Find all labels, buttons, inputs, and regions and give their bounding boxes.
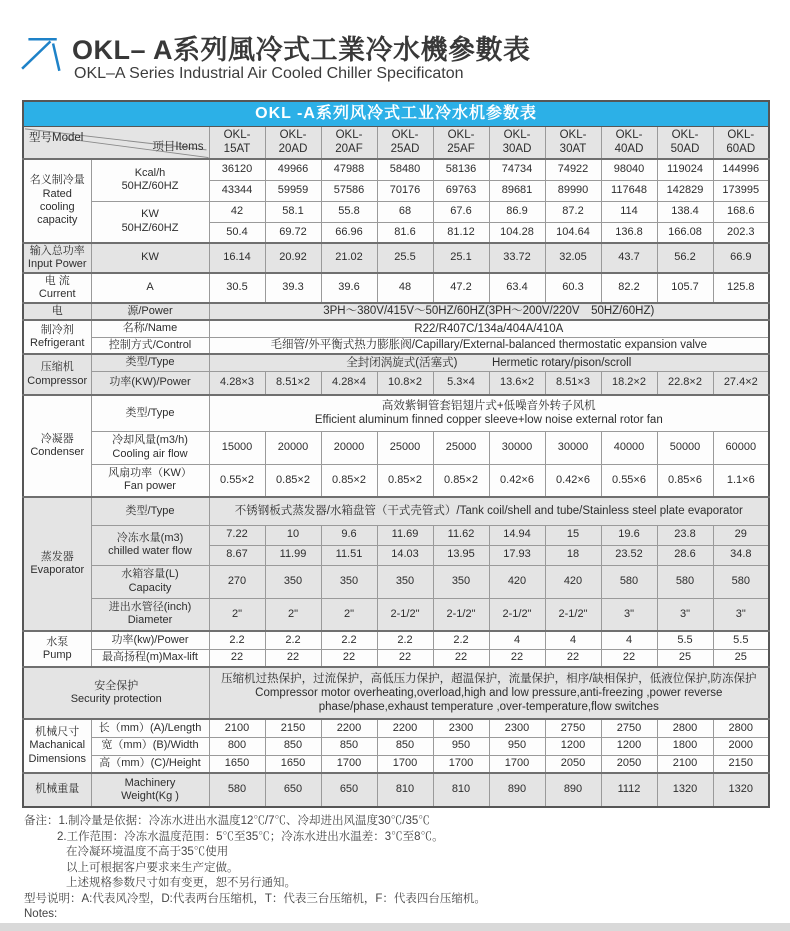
- value-cell: 30000: [489, 431, 545, 464]
- section-label: 电: [23, 303, 91, 320]
- value-cell: 74734: [489, 159, 545, 180]
- value-cell: 1700: [489, 755, 545, 773]
- model-header-cell: OKL- 25AD: [377, 126, 433, 159]
- item-label: A: [91, 273, 209, 303]
- value-cell: 166.08: [657, 222, 713, 243]
- model-header-cell: OKL- 15AT: [209, 126, 265, 159]
- value-cell: 1112: [601, 773, 657, 807]
- corner-cell: [23, 126, 209, 159]
- note-line: 在冷凝环境温度不高于35℃使用: [66, 846, 229, 858]
- value-cell: 2300: [433, 719, 489, 737]
- merged-value-cell: 毛细管/外平衡式热力膨胀阀/Capillary/External-balanced thermostatic expansion valve: [209, 337, 769, 354]
- value-cell: 2": [265, 598, 321, 631]
- value-cell: 2.2: [321, 631, 377, 649]
- value-cell: 580: [209, 773, 265, 807]
- value-cell: 39.3: [265, 273, 321, 303]
- value-cell: 350: [265, 565, 321, 598]
- value-cell: 17.93: [489, 545, 545, 565]
- value-cell: 4.28×4: [321, 371, 377, 395]
- value-cell: 3": [657, 598, 713, 631]
- value-cell: 142829: [657, 180, 713, 201]
- value-cell: 58480: [377, 159, 433, 180]
- value-cell: 58.1: [265, 201, 321, 222]
- value-cell: 22: [489, 649, 545, 667]
- value-cell: 22: [209, 649, 265, 667]
- value-cell: 850: [377, 737, 433, 755]
- value-cell: 8.51×3: [545, 371, 601, 395]
- value-cell: 580: [713, 565, 769, 598]
- note-line: Notes:: [24, 908, 58, 920]
- value-cell: 22: [377, 649, 433, 667]
- item-label: Kcal/h 50HZ/60HZ: [91, 159, 209, 201]
- item-label: KW 50HZ/60HZ: [91, 201, 209, 243]
- value-cell: 2750: [545, 719, 601, 737]
- item-label: 功率(kw)/Power: [91, 631, 209, 649]
- value-cell: 2800: [713, 719, 769, 737]
- value-cell: 117648: [601, 180, 657, 201]
- value-cell: 60000: [713, 431, 769, 464]
- value-cell: 68: [377, 201, 433, 222]
- value-cell: 10.8×2: [377, 371, 433, 395]
- value-cell: 173995: [713, 180, 769, 201]
- value-cell: 16.14: [209, 243, 265, 273]
- model-header-cell: OKL- 60AD: [713, 126, 769, 159]
- item-label: 进出水管径(inch) Diameter: [91, 598, 209, 631]
- value-cell: 2-1/2": [489, 598, 545, 631]
- item-label: 类型/Type: [91, 354, 209, 371]
- section-label: 输入总功率 Input Power: [23, 243, 91, 273]
- value-cell: 270: [209, 565, 265, 598]
- item-label: 冷冻水量(m3) chilled water flow: [91, 525, 209, 565]
- value-cell: 650: [265, 773, 321, 807]
- value-cell: 89990: [545, 180, 601, 201]
- value-cell: 9.6: [321, 525, 377, 545]
- value-cell: 50.4: [209, 222, 265, 243]
- item-label: 控制方式/Control: [91, 337, 209, 354]
- value-cell: 25.1: [433, 243, 489, 273]
- value-cell: 69763: [433, 180, 489, 201]
- value-cell: 850: [321, 737, 377, 755]
- value-cell: 580: [657, 565, 713, 598]
- section-label: 机械重量: [23, 773, 91, 807]
- value-cell: 47988: [321, 159, 377, 180]
- value-cell: 890: [489, 773, 545, 807]
- item-label: 类型/Type: [91, 395, 209, 431]
- value-cell: 420: [545, 565, 601, 598]
- model-header-cell: OKL- 25AF: [433, 126, 489, 159]
- merged-value-cell: 全封闭涡旋式(活塞式) Hermetic rotary/pison/scroll: [209, 354, 769, 371]
- value-cell: 2050: [545, 755, 601, 773]
- value-cell: 8.51×2: [265, 371, 321, 395]
- item-label: 水箱容量(L) Capacity: [91, 565, 209, 598]
- value-cell: 25000: [377, 431, 433, 464]
- value-cell: 1800: [657, 737, 713, 755]
- value-cell: 2200: [377, 719, 433, 737]
- value-cell: 81.6: [377, 222, 433, 243]
- value-cell: 30.5: [209, 273, 265, 303]
- note-line: 2.工作范围：冷冻水温度范围：5℃至35℃；冷冻水进出水温差：3℃至8℃。: [57, 830, 444, 843]
- corner-model-label: 型号Model: [29, 131, 84, 144]
- value-cell: 27.4×2: [713, 371, 769, 395]
- value-cell: 25: [713, 649, 769, 667]
- value-cell: 420: [489, 565, 545, 598]
- value-cell: 890: [545, 773, 601, 807]
- item-label: 功率(KW)/Power: [91, 371, 209, 395]
- value-cell: 30000: [545, 431, 601, 464]
- model-header-cell: OKL- 20AF: [321, 126, 377, 159]
- model-header-cell: OKL- 30AD: [489, 126, 545, 159]
- value-cell: 810: [433, 773, 489, 807]
- value-cell: 5.5: [713, 631, 769, 649]
- value-cell: 63.4: [489, 273, 545, 303]
- value-cell: 0.55×2: [209, 464, 265, 497]
- value-cell: 87.2: [545, 201, 601, 222]
- value-cell: 2.2: [209, 631, 265, 649]
- section-label: 电 流 Current: [23, 273, 91, 303]
- value-cell: 2.2: [265, 631, 321, 649]
- value-cell: 29: [713, 525, 769, 545]
- value-cell: 2800: [657, 719, 713, 737]
- value-cell: 20.92: [265, 243, 321, 273]
- item-label: 风扇功率（KW） Fan power: [91, 464, 209, 497]
- value-cell: 23.8: [657, 525, 713, 545]
- value-cell: 119024: [657, 159, 713, 180]
- value-cell: 86.9: [489, 201, 545, 222]
- note-line: 以上可根据客户要求来生产定做。: [66, 861, 239, 874]
- value-cell: 22.8×2: [657, 371, 713, 395]
- note-line: 型号说明：A:代表风冷型，D:代表两台压缩机，T：代表三台压缩机，F：代表四台压缩机。: [24, 892, 486, 905]
- value-cell: 39.6: [321, 273, 377, 303]
- value-cell: 10: [265, 525, 321, 545]
- spec-table: [22, 100, 770, 808]
- value-cell: 55.8: [321, 201, 377, 222]
- value-cell: 58136: [433, 159, 489, 180]
- bottom-bar: [0, 923, 790, 931]
- value-cell: 20000: [321, 431, 377, 464]
- value-cell: 4: [601, 631, 657, 649]
- value-cell: 13.95: [433, 545, 489, 565]
- section-label: 蒸发器 Evaporator: [23, 497, 91, 631]
- value-cell: 59959: [265, 180, 321, 201]
- value-cell: 202.3: [713, 222, 769, 243]
- value-cell: 0.85×2: [377, 464, 433, 497]
- value-cell: 66.9: [713, 243, 769, 273]
- merged-value-cell: R22/R407C/134a/404A/410A: [209, 320, 769, 337]
- value-cell: 2100: [657, 755, 713, 773]
- value-cell: 2-1/2": [377, 598, 433, 631]
- value-cell: 22: [265, 649, 321, 667]
- item-label: 冷却风量(m3/h) Cooling air flow: [91, 431, 209, 464]
- note-line: 上述规格参数尺寸如有变更，恕不另行通知。: [66, 877, 296, 889]
- value-cell: 5.5: [657, 631, 713, 649]
- value-cell: 49966: [265, 159, 321, 180]
- model-header-cell: OKL- 40AD: [601, 126, 657, 159]
- value-cell: 2050: [601, 755, 657, 773]
- value-cell: 4.28×3: [209, 371, 265, 395]
- value-cell: 350: [433, 565, 489, 598]
- value-cell: 2": [209, 598, 265, 631]
- value-cell: 18: [545, 545, 601, 565]
- value-cell: 43344: [209, 180, 265, 201]
- value-cell: 48: [377, 273, 433, 303]
- value-cell: 850: [265, 737, 321, 755]
- value-cell: 69.72: [265, 222, 321, 243]
- value-cell: 13.6×2: [489, 371, 545, 395]
- value-cell: 57586: [321, 180, 377, 201]
- value-cell: 23.52: [601, 545, 657, 565]
- value-cell: 36120: [209, 159, 265, 180]
- section-label: 冷凝器 Condenser: [23, 395, 91, 497]
- value-cell: 350: [321, 565, 377, 598]
- item-label: 高（mm）(C)/Height: [91, 755, 209, 773]
- value-cell: 74922: [545, 159, 601, 180]
- value-cell: 3": [601, 598, 657, 631]
- item-label: 长（mm）(A)/Length: [91, 719, 209, 737]
- value-cell: 98040: [601, 159, 657, 180]
- value-cell: 0.55×6: [601, 464, 657, 497]
- value-cell: 950: [433, 737, 489, 755]
- value-cell: 7.22: [209, 525, 265, 545]
- value-cell: 20000: [265, 431, 321, 464]
- value-cell: 810: [377, 773, 433, 807]
- value-cell: 34.8: [713, 545, 769, 565]
- value-cell: 56.2: [657, 243, 713, 273]
- value-cell: 2": [321, 598, 377, 631]
- merged-value-cell: 高效紫铜管套铝翅片式+低噪音外转子风机 Efficient aluminum finned copper sleeve+low noise external rotor fan: [209, 395, 769, 431]
- model-header-cell: OKL- 20AD: [265, 126, 321, 159]
- value-cell: 22: [601, 649, 657, 667]
- value-cell: 1700: [377, 755, 433, 773]
- value-cell: 800: [209, 737, 265, 755]
- value-cell: 114: [601, 201, 657, 222]
- value-cell: 25.5: [377, 243, 433, 273]
- value-cell: 0.42×6: [545, 464, 601, 497]
- value-cell: 350: [377, 565, 433, 598]
- value-cell: 4: [545, 631, 601, 649]
- corner-items-label: 项目Items: [152, 140, 204, 153]
- value-cell: 1700: [433, 755, 489, 773]
- item-label: Machinery Weight(Kg ): [91, 773, 209, 807]
- value-cell: 25: [657, 649, 713, 667]
- value-cell: 2200: [321, 719, 377, 737]
- value-cell: 4: [489, 631, 545, 649]
- value-cell: 43.7: [601, 243, 657, 273]
- value-cell: 14.03: [377, 545, 433, 565]
- value-cell: 82.2: [601, 273, 657, 303]
- value-cell: 21.02: [321, 243, 377, 273]
- value-cell: 0.85×2: [265, 464, 321, 497]
- value-cell: 1320: [657, 773, 713, 807]
- value-cell: 2000: [713, 737, 769, 755]
- notes: [24, 814, 769, 923]
- section-label: 水泵 Pump: [23, 631, 91, 667]
- value-cell: 11.51: [321, 545, 377, 565]
- spec-table-body: [23, 101, 769, 807]
- value-cell: 22: [321, 649, 377, 667]
- note-line: 备注：1.制冷量是依据：冷冻水进出水温度12℃/7℃、冷却进出风温度30℃/35℃: [24, 815, 430, 827]
- merged-value-cell: 压缩机过热保护，过流保护，高低压力保护，超温保护，流量保护，相序/缺相保护，低液位保护,防冻保护 Compressor motor overheating,overload,high and low pressure,anti-freezing ,power reverse phase/phase,exhaust temperature ,over-temperature,flow switches: [209, 667, 769, 719]
- value-cell: 1.1×6: [713, 464, 769, 497]
- value-cell: 14.94: [489, 525, 545, 545]
- value-cell: 2.2: [377, 631, 433, 649]
- value-cell: 1700: [321, 755, 377, 773]
- value-cell: 47.2: [433, 273, 489, 303]
- value-cell: 28.6: [657, 545, 713, 565]
- value-cell: 1650: [265, 755, 321, 773]
- section-label: 安全保护 Security protection: [23, 667, 209, 719]
- value-cell: 580: [601, 565, 657, 598]
- value-cell: 32.05: [545, 243, 601, 273]
- value-cell: 104.64: [545, 222, 601, 243]
- model-header-cell: OKL- 50AD: [657, 126, 713, 159]
- value-cell: 25000: [433, 431, 489, 464]
- value-cell: 1200: [545, 737, 601, 755]
- value-cell: 67.6: [433, 201, 489, 222]
- value-cell: 144996: [713, 159, 769, 180]
- item-label: 源/Power: [91, 303, 209, 320]
- value-cell: 1200: [601, 737, 657, 755]
- value-cell: 18.2×2: [601, 371, 657, 395]
- value-cell: 1320: [713, 773, 769, 807]
- value-cell: 33.72: [489, 243, 545, 273]
- value-cell: 650: [321, 773, 377, 807]
- value-cell: 5.3×4: [433, 371, 489, 395]
- value-cell: 22: [433, 649, 489, 667]
- value-cell: 0.42×6: [489, 464, 545, 497]
- value-cell: 3": [713, 598, 769, 631]
- value-cell: 1650: [209, 755, 265, 773]
- value-cell: 0.85×2: [321, 464, 377, 497]
- section-label: 压缩机 Compressor: [23, 354, 91, 395]
- value-cell: 2-1/2": [545, 598, 601, 631]
- value-cell: 0.85×2: [433, 464, 489, 497]
- page-title: OKL– A系列風冷式工業冷水機參數表: [72, 35, 531, 65]
- value-cell: 2100: [209, 719, 265, 737]
- value-cell: 22: [545, 649, 601, 667]
- item-label: 类型/Type: [91, 497, 209, 525]
- value-cell: 40000: [601, 431, 657, 464]
- value-cell: 2150: [265, 719, 321, 737]
- value-cell: 50000: [657, 431, 713, 464]
- value-cell: 42: [209, 201, 265, 222]
- value-cell: 15: [545, 525, 601, 545]
- merged-value-cell: 不锈钢板式蒸发器/水箱盘管（干式壳管式）/Tank coil/shell and tube/Stainless steel plate evaporator: [209, 497, 769, 525]
- value-cell: 2-1/2": [433, 598, 489, 631]
- value-cell: 104.28: [489, 222, 545, 243]
- value-cell: 136.8: [601, 222, 657, 243]
- item-label: 最高扬程(m)Max-lift: [91, 649, 209, 667]
- value-cell: 66.96: [321, 222, 377, 243]
- value-cell: 19.6: [601, 525, 657, 545]
- section-label: 制冷剂 Refrigerant: [23, 320, 91, 354]
- value-cell: 60.3: [545, 273, 601, 303]
- value-cell: 950: [489, 737, 545, 755]
- value-cell: 81.12: [433, 222, 489, 243]
- value-cell: 125.8: [713, 273, 769, 303]
- value-cell: 0.85×6: [657, 464, 713, 497]
- value-cell: 11.69: [377, 525, 433, 545]
- table-banner: OKL -A系列风冷式工业冷水机参数表: [23, 101, 769, 126]
- section-label: 名义制冷量 Rated cooling capacity: [23, 159, 91, 243]
- value-cell: 15000: [209, 431, 265, 464]
- value-cell: 70176: [377, 180, 433, 201]
- value-cell: 11.99: [265, 545, 321, 565]
- item-label: 名称/Name: [91, 320, 209, 337]
- value-cell: 2300: [489, 719, 545, 737]
- item-label: 宽（mm）(B)/Width: [91, 737, 209, 755]
- page-subtitle: OKL–A Series Industrial Air Cooled Chiller Specificaton: [74, 65, 464, 82]
- value-cell: 2150: [713, 755, 769, 773]
- merged-value-cell: 3PH～380V/415V～50HZ/60HZ(3PH～200V/220V 50HZ/60HZ): [209, 303, 769, 320]
- section-label: 机械尺寸 Machanical Dimensions: [23, 719, 91, 773]
- value-cell: 11.62: [433, 525, 489, 545]
- value-cell: 2750: [601, 719, 657, 737]
- value-cell: 105.7: [657, 273, 713, 303]
- value-cell: 168.6: [713, 201, 769, 222]
- arrow-up-right-icon: [20, 34, 62, 74]
- value-cell: 2.2: [433, 631, 489, 649]
- value-cell: 8.67: [209, 545, 265, 565]
- item-label: KW: [91, 243, 209, 273]
- value-cell: 89681: [489, 180, 545, 201]
- value-cell: 138.4: [657, 201, 713, 222]
- model-header-cell: OKL- 30AT: [545, 126, 601, 159]
